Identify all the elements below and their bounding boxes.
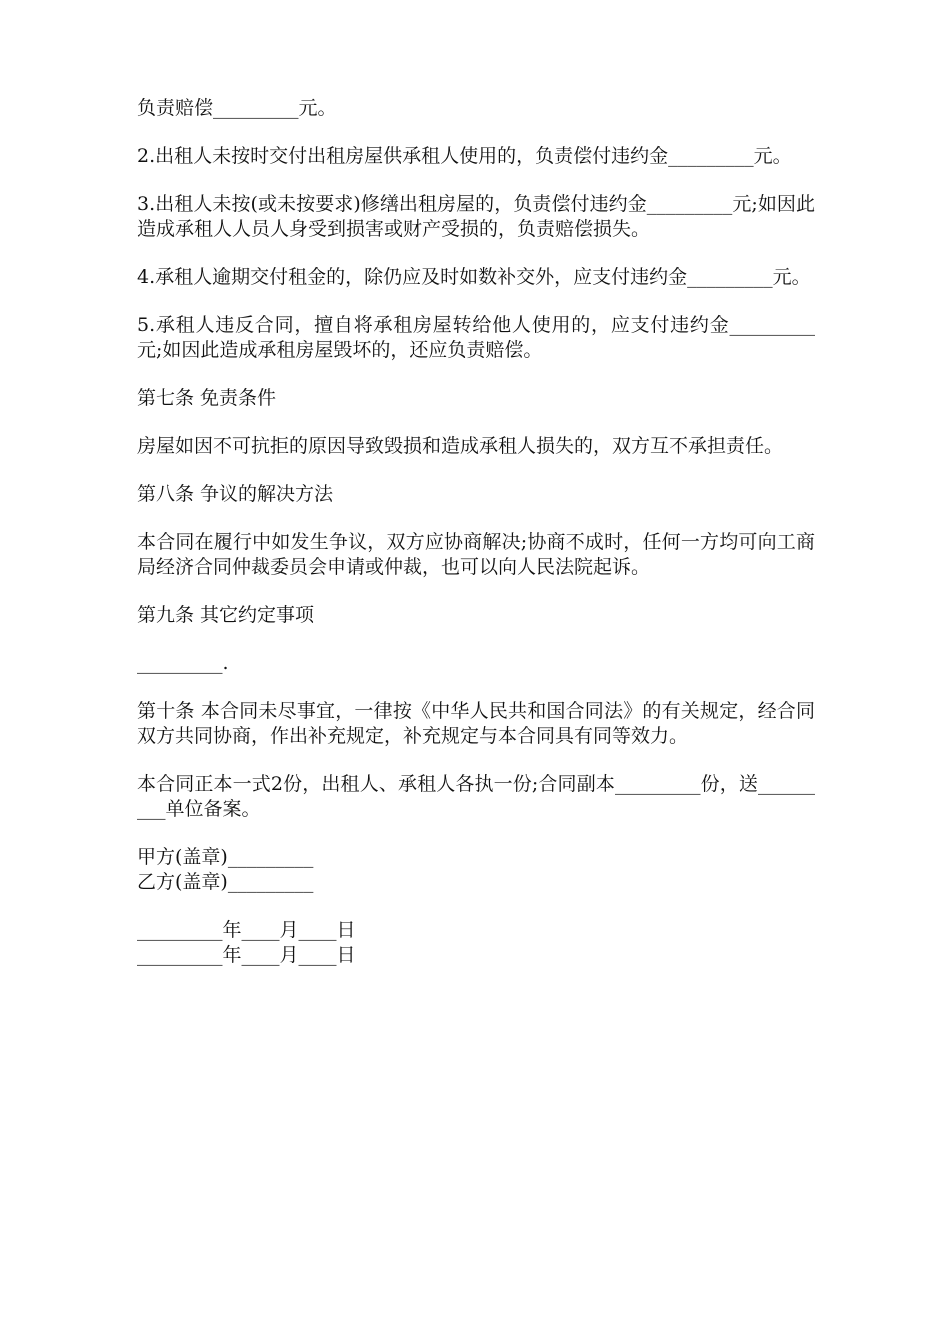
clause-3-repair: 3.出租人未按(或未按要求)修缮出租房屋的，负责偿付违约金_________元;如因此造成承租人人员人身受到损害或财产受损的，负责赔偿损失。 bbox=[137, 193, 815, 240]
article-7-body: 房屋如因不可抗拒的原因导致毁损和造成承租人损失的，双方互不承担责任。 bbox=[137, 435, 784, 457]
article-8-heading: 第八条 争议的解决方法 bbox=[137, 483, 334, 505]
clause-2-late-delivery: 2.出租人未按时交付出租房屋供承租人使用的，负责偿付违约金_________元。 bbox=[137, 145, 792, 167]
date-line-2: _________年____月____日 bbox=[137, 944, 356, 966]
clause-4-late-rent: 4.承租人逾期交付租金的，除仍应及时如数补交外，应支付违约金_________元。 bbox=[137, 266, 811, 288]
clause-5-sublet: 5.承租人违反合同，擅自将承租房屋转给他人使用的，应支付违约金_________元;如因此造成承租房屋毁坏的，还应负责赔偿。 bbox=[137, 314, 815, 361]
article-9-blank: _________. bbox=[137, 652, 229, 674]
date-line-1: _________年____月____日 bbox=[137, 919, 356, 941]
article-9-heading: 第九条 其它约定事项 bbox=[137, 604, 315, 626]
clause-compensation-tail: 负责赔偿_________元。 bbox=[137, 97, 337, 119]
contract-page bbox=[137, 96, 815, 968]
article-8-body: 本合同在履行中如发生争议，双方应协商解决;协商不成时，任何一方均可向工商局经济合同仲裁委员会申请或仲裁，也可以向人民法院起诉。 bbox=[137, 531, 815, 578]
copies-clause: 本合同正本一式2份，出租人、承租人各执一份;合同副本_________份，送_________单位备案。 bbox=[137, 773, 815, 820]
article-7-heading: 第七条 免责条件 bbox=[137, 387, 277, 409]
party-b-seal-line: 乙方(盖章)_________ bbox=[137, 871, 314, 893]
party-a-seal-line: 甲方(盖章)_________ bbox=[137, 846, 314, 868]
article-10-body: 第十条 本合同未尽事宜，一律按《中华人民共和国合同法》的有关规定，经合同双方共同协商，作出补充规定，补充规定与本合同具有同等效力。 bbox=[137, 700, 815, 747]
